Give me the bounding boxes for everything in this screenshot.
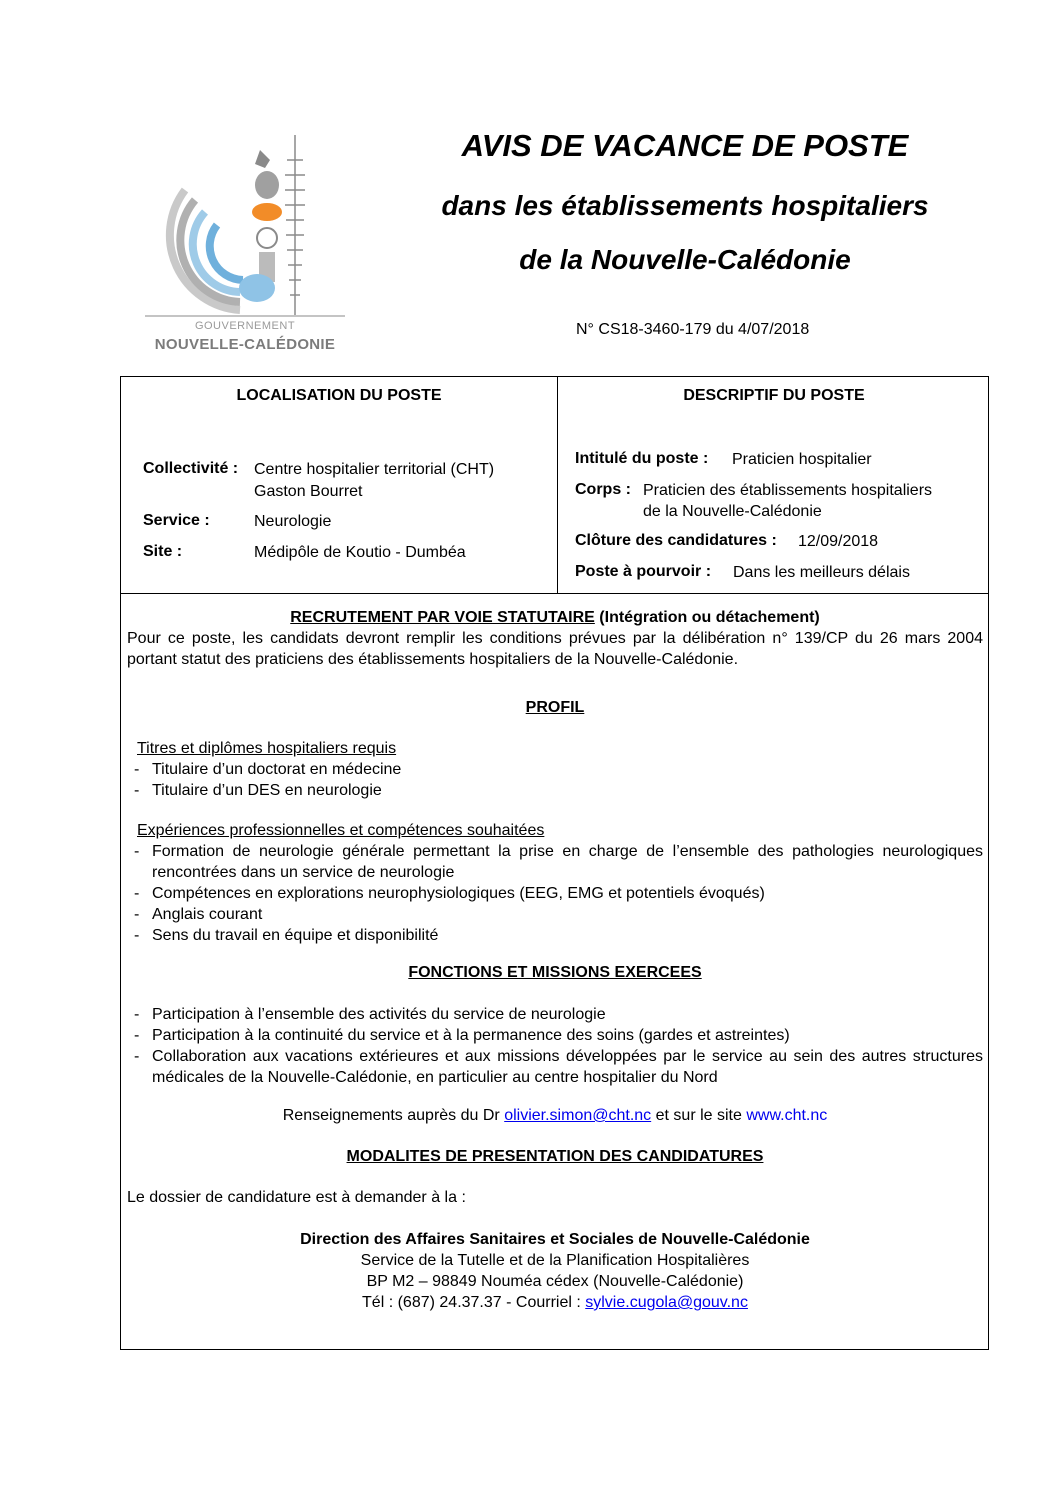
modalites-heading-line xyxy=(127,1146,983,1167)
experiences-list xyxy=(127,841,983,946)
page-subtitle-1: dans les établissements hospitaliers xyxy=(441,190,929,221)
service-value: Neurologie xyxy=(254,513,332,530)
nautilus-logo-icon xyxy=(145,130,345,320)
titres-list xyxy=(127,759,983,801)
list-item: - Participation à la continuité du service et à la permanence des soins (gardes et astreintes) xyxy=(127,1025,983,1046)
list-item: - Formation de neurologie générale permettant la prise en charge de l’ensemble des pathologies neurologiques rencontrées dans un service de neurologie xyxy=(127,841,983,883)
cloture-label: Clôture des candidatures : xyxy=(575,532,777,549)
list-item: - Sens du travail en équipe et disponibilité xyxy=(127,925,983,946)
recrutement-heading-suffix: (Intégration ou détachement) xyxy=(599,609,820,626)
service-label: Service : xyxy=(143,512,210,529)
corps-value-1: Praticien des établissements hospitaliers xyxy=(643,482,933,499)
modalites-heading: MODALITES DE PRESENTATION DES CANDIDATURES xyxy=(346,1148,764,1165)
pourvoir-label: Poste à pourvoir : xyxy=(575,563,712,580)
recrutement-heading: RECRUTEMENT PAR VOIE STATUTAIRE xyxy=(290,609,595,626)
renseignements-line xyxy=(127,1105,983,1126)
cloture-value: 12/09/2018 xyxy=(798,533,879,550)
descriptif-heading: DESCRIPTIF DU POSTE xyxy=(683,387,865,404)
website-link[interactable]: www.cht.nc xyxy=(746,1107,828,1124)
top-row xyxy=(121,377,988,594)
experiences-heading: Expériences professionnelles et compétences souhaitées xyxy=(137,822,545,839)
recrutement-heading-line xyxy=(127,607,983,628)
modalites-intro: Le dossier de candidature est à demander à la : xyxy=(127,1189,466,1206)
intitule-label: Intitulé du poste : xyxy=(575,450,709,467)
titres-block xyxy=(137,738,983,801)
courriel-email-link[interactable]: sylvie.cugola@gouv.nc xyxy=(585,1294,748,1311)
collectivite-value-1: Centre hospitalier territorial (CHT) xyxy=(254,461,495,478)
collectivite-value xyxy=(254,459,494,502)
list-item: - Anglais courant xyxy=(127,904,983,925)
collectivite-value-2: Gaston Bourret xyxy=(254,483,363,500)
corps-label: Corps : xyxy=(575,481,631,498)
list-item: - Titulaire d’un DES en neurologie xyxy=(127,780,983,801)
main-frame xyxy=(120,376,989,1350)
localisation-heading: LOCALISATION DU POSTE xyxy=(236,387,442,404)
list-item: - Titulaire d’un doctorat en médecine xyxy=(127,759,983,780)
column-divider xyxy=(557,377,558,593)
modalites-address: BP M2 – 98849 Nouméa cédex (Nouvelle-Calédonie) xyxy=(366,1273,744,1290)
site-value: Médipôle de Koutio - Dumbéa xyxy=(254,544,466,561)
page-subtitle-2: de la Nouvelle-Calédonie xyxy=(519,244,851,275)
logo-line1: GOUVERNEMENT xyxy=(194,320,296,332)
fonctions-block xyxy=(137,1004,983,1088)
profil-heading: PROFIL xyxy=(525,699,585,716)
list-item: - Participation à l’ensemble des activités du service de neurologie xyxy=(127,1004,983,1025)
reference-number: N° CS18-3460-179 du 4/07/2018 xyxy=(576,321,810,338)
renseignements-middle: et sur le site xyxy=(655,1107,742,1124)
list-item: - Collaboration aux vacations extérieures et aux missions développées par le service au sein des autres structures médicales de la Nouvelle-Calédonie, en particulier au centre hospitalier du Nord xyxy=(127,1046,983,1088)
fonctions-heading-line xyxy=(127,962,983,983)
government-logo xyxy=(145,130,345,360)
page-title: AVIS DE VACANCE DE POSTE xyxy=(461,128,909,163)
modalites-org: Direction des Affaires Sanitaires et Sociales de Nouvelle-Calédonie xyxy=(300,1231,810,1248)
list-item: - Compétences en explorations neurophysiologiques (EEG, EMG et potentiels évoqués) xyxy=(127,883,983,904)
modalites-contact-prefix: Tél : (687) 24.37.37 - Courriel : xyxy=(362,1294,581,1311)
experiences-block xyxy=(137,820,983,946)
corps-value xyxy=(643,480,932,522)
intitule-value: Praticien hospitalier xyxy=(732,451,872,468)
logo-line2: NOUVELLE-CALÉDONIE xyxy=(154,336,336,353)
site-label: Site : xyxy=(143,543,183,560)
profil-heading-line xyxy=(127,697,983,718)
collectivite-label: Collectivité : xyxy=(143,460,239,477)
modalites-contact-line xyxy=(127,1292,983,1313)
corps-value-2: de la Nouvelle-Calédonie xyxy=(643,503,822,520)
renseignements-prefix: Renseignements auprès du Dr xyxy=(282,1107,500,1124)
fonctions-list xyxy=(127,1004,983,1088)
fonctions-heading: FONCTIONS ET MISSIONS EXERCEES xyxy=(408,964,702,981)
pourvoir-value: Dans les meilleurs délais xyxy=(733,564,910,581)
recrutement-text: Pour ce poste, les candidats devront remplir les conditions prévues par la délibération n° 139/CP du 26 mars 2004 portant statut des praticiens des établissements hospitaliers de la Nouvelle-Calédonie. xyxy=(127,630,983,668)
contact-email-link[interactable]: olivier.simon@cht.nc xyxy=(504,1107,652,1124)
modalites-service: Service de la Tutelle et de la Planification Hospitalières xyxy=(360,1252,750,1269)
titres-heading: Titres et diplômes hospitaliers requis xyxy=(137,740,397,757)
